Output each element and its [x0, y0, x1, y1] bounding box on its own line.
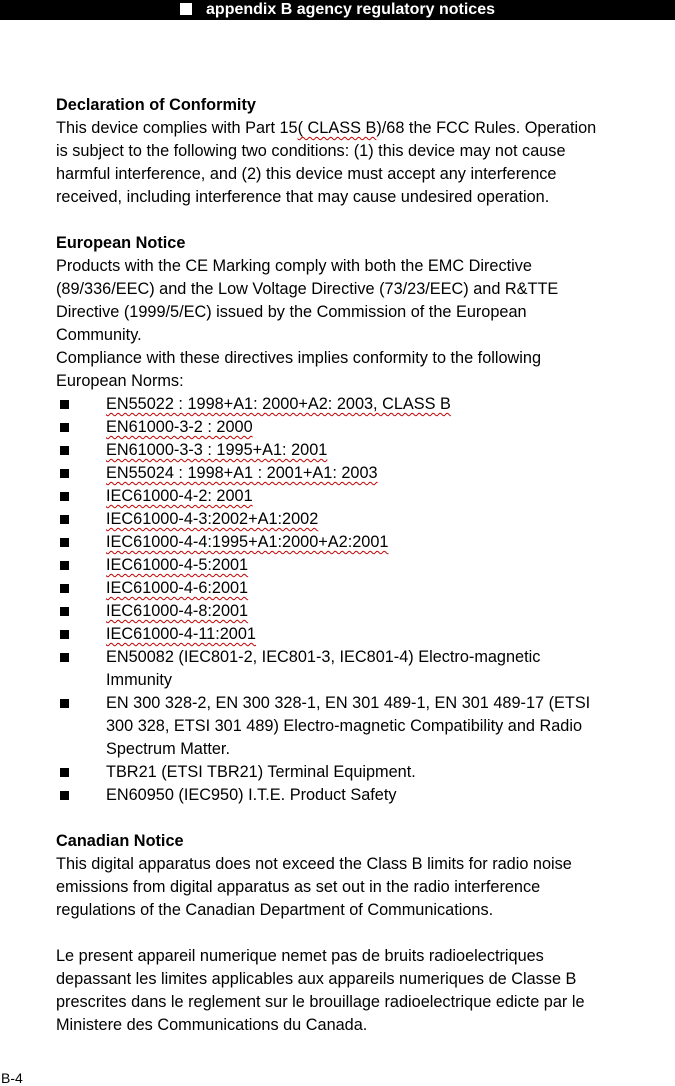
canadian-line: This digital apparatus does not exceed the Class B limits for radio noise: [56, 855, 572, 873]
canadian-line: emissions from digital apparatus as set out in the radio interference: [56, 878, 541, 896]
european-line: (89/336/EEC) and the Low Voltage Directive (73/23/EEC) and R&TTE: [56, 280, 559, 298]
norm-text: Immunity: [106, 671, 173, 689]
declaration-line: [56, 117, 675, 140]
norm-list-item: [56, 646, 675, 692]
declaration-line1-mark: ( CLASS B: [297, 119, 377, 137]
european-line: Directive (1999/5/EC) issued by the Commission of the European: [56, 303, 527, 321]
norm-text: 300 328, ETSI 301 489) Electro-magnetic Compatibility and Radio: [106, 717, 583, 735]
header-square-icon: [180, 3, 192, 15]
canadian-heading: Canadian Notice: [56, 832, 184, 850]
norm-list-item: [56, 416, 675, 439]
page-content: [56, 94, 675, 1037]
european-line: Products with the CE Marking comply with both the EMC Directive: [56, 257, 532, 275]
norm-list-item: [56, 761, 675, 784]
norm-text: EN61000-3-3 : 1995+A1: 2001: [106, 441, 328, 459]
canadian-line: regulations of the Canadian Department of Communications.: [56, 901, 494, 919]
norm-list-item: [56, 485, 675, 508]
norm-text: IEC61000-4-8:2001: [106, 602, 249, 620]
declaration-line1-a: This device complies with Part 15: [56, 119, 298, 137]
bullet-square-icon: [60, 791, 69, 800]
bullet-square-icon: [60, 607, 69, 616]
declaration-section: [56, 94, 675, 209]
norm-list-item: [56, 531, 675, 554]
norm-list-item: [56, 692, 675, 761]
european-line: Compliance with these directives implies conformity to the following: [56, 349, 542, 367]
norm-text: TBR21 (ETSI TBR21) Terminal Equipment.: [106, 763, 416, 781]
european-section: [56, 232, 675, 807]
norm-text: IEC61000-4-4:1995+A1:2000+A2:2001: [106, 533, 389, 551]
page-number: B-4: [1, 1070, 23, 1086]
norm-text: EN55022 : 1998+A1: 2000+A2: 2003, CLASS B: [106, 395, 451, 413]
norm-list-item: [56, 623, 675, 646]
bullet-square-icon: [60, 653, 69, 662]
bullet-square-icon: [60, 446, 69, 455]
norm-list-item: [56, 439, 675, 462]
norm-text: EN55024 : 1998+A1 : 2001+A1: 2003: [106, 464, 378, 482]
bullet-square-icon: [60, 584, 69, 593]
bullet-square-icon: [60, 400, 69, 409]
declaration-line: received, including interference that may cause undesired operation.: [56, 188, 550, 206]
norm-list-item: [56, 784, 675, 807]
spacer: [56, 807, 675, 830]
canadian-french-line: Le present appareil numerique nemet pas de bruits radioelectriques: [56, 947, 544, 965]
norm-list-item: [56, 554, 675, 577]
canadian-french-line: prescrites dans le reglement sur le brouillage radioelectrique edicte par le: [56, 993, 585, 1011]
declaration-line: is subject to the following two conditions: (1) this device may not cause: [56, 142, 566, 160]
norm-text: EN61000-3-2 : 2000: [106, 418, 253, 436]
bullet-square-icon: [60, 492, 69, 501]
norm-list-item: [56, 600, 675, 623]
bullet-square-icon: [60, 699, 69, 708]
declaration-line1-b: )/68 the FCC Rules. Operation: [376, 119, 597, 137]
norm-text: EN 300 328-2, EN 300 328-1, EN 301 489-1, EN 301 489-17 (ETSI: [106, 694, 591, 712]
norm-text: Spectrum Matter.: [106, 740, 230, 758]
page-header-bar: [0, 0, 675, 20]
canadian-french-line: Ministere des Communications du Canada.: [56, 1016, 368, 1034]
bullet-square-icon: [60, 630, 69, 639]
norm-text: IEC61000-4-2: 2001: [106, 487, 253, 505]
bullet-square-icon: [60, 515, 69, 524]
european-line: Community.: [56, 326, 142, 344]
norm-text: EN60950 (IEC950) I.T.E. Product Safety: [106, 786, 397, 804]
european-line: European Norms:: [56, 372, 184, 390]
norm-text: IEC61000-4-6:2001: [106, 579, 249, 597]
bullet-square-icon: [60, 469, 69, 478]
spacer: [56, 209, 675, 232]
header-title: appendix B agency regulatory notices: [206, 1, 495, 18]
canadian-french-line: depassant les limites applicables aux appareils numeriques de Classe B: [56, 970, 577, 988]
norm-text: EN50082 (IEC801-2, IEC801-3, IEC801-4) Electro-magnetic: [106, 648, 541, 666]
declaration-line: harmful interference, and (2) this device must accept any interference: [56, 165, 557, 183]
declaration-heading: Declaration of Conformity: [56, 96, 256, 114]
bullet-square-icon: [60, 768, 69, 777]
european-heading: European Notice: [56, 234, 186, 252]
norm-text: IEC61000-4-5:2001: [106, 556, 249, 574]
bullet-square-icon: [60, 423, 69, 432]
spacer: [56, 922, 675, 945]
canadian-section: [56, 830, 675, 1037]
norm-list-item: [56, 393, 675, 416]
norm-text: IEC61000-4-11:2001: [106, 625, 256, 643]
norm-list-item: [56, 462, 675, 485]
norm-list-item: [56, 508, 675, 531]
norm-text: IEC61000-4-3:2002+A1:2002: [106, 510, 319, 528]
norm-list-item: [56, 577, 675, 600]
bullet-square-icon: [60, 561, 69, 570]
bullet-square-icon: [60, 538, 69, 547]
